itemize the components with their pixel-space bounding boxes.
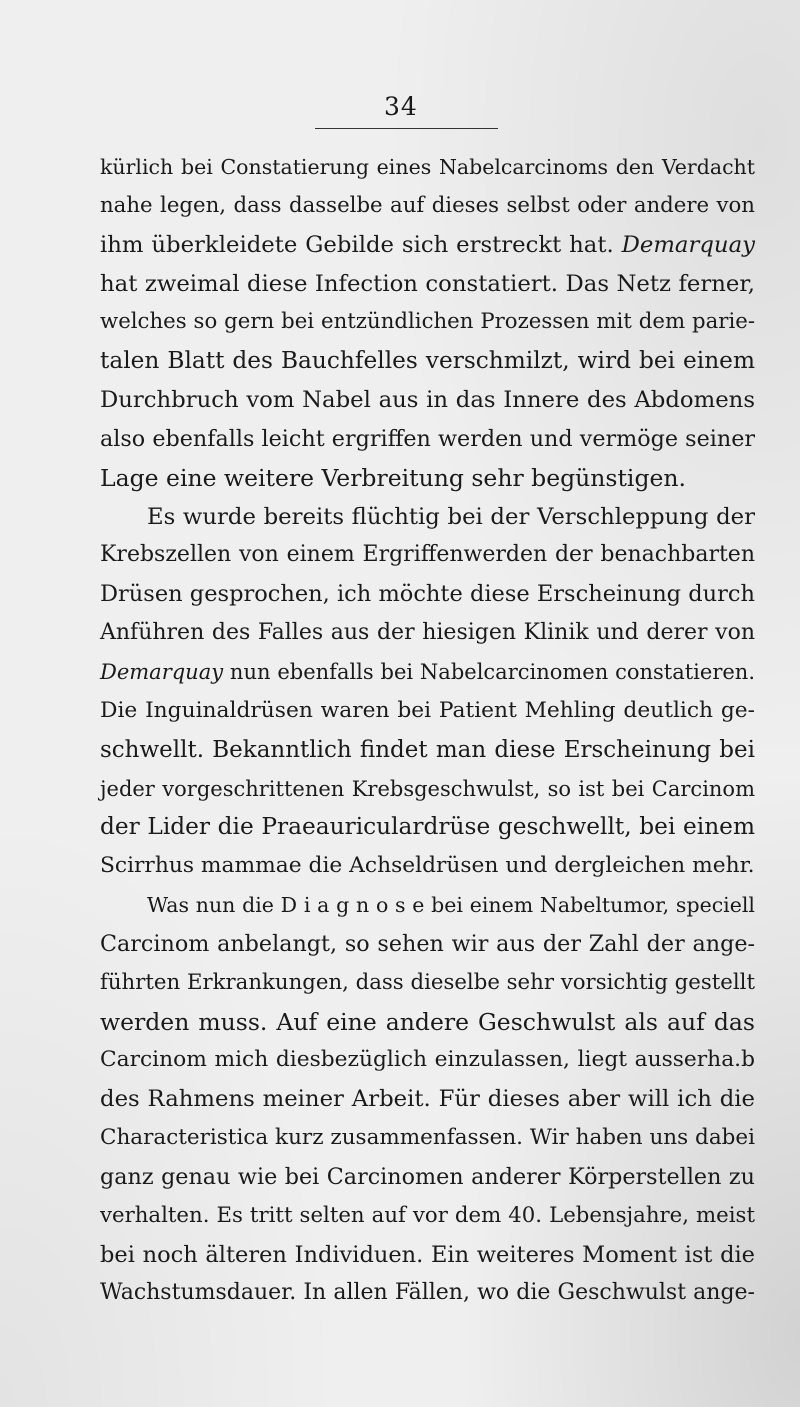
line-text: der Lider die Praeauriculardrüse geschwellt, bei einem [100,813,755,841]
line-text: ihm überkleidete Gebilde sich erstreckt hat. [100,231,622,258]
text-line [100,614,755,653]
text-line [100,420,755,459]
line-text: Scirrhus mammae die Achseldrüsen und dergleichen mehr. [100,853,755,879]
text-line [100,187,755,226]
text-line [100,381,755,420]
line-text: Krebszellen von einem Ergriffenwerden der benachbarten [100,542,755,568]
text-line [100,653,755,692]
line-text: Carcinom mich diesbezüglich einzulassen, liegt ausserha.b [100,1047,755,1073]
line-text: Anführen des Falles aus der hiesigen Klinik und derer von [100,620,755,646]
line-text: also ebenfalls leicht ergriffen werden und vermöge seiner [100,425,755,452]
line-text: Was nun die D i a g n o s e bei einem Nabeltumor, speciell [147,893,755,918]
text-line [100,1274,755,1313]
author-name: Demarquay [100,659,224,684]
line-text: Es wurde bereits flüchtig bei der Verschleppung der [147,503,755,530]
line-text: Wachstumsdauer. In allen Fällen, wo die Geschwulst ange- [100,1280,755,1306]
text-line [100,770,755,809]
line-text: verhalten. Es tritt selten auf vor dem 40. Lebensjahre, meist [100,1202,755,1228]
line-text: werden muss. Auf eine andere Geschwulst als auf das [100,1007,755,1036]
line-text: talen Blatt des Bauchfelles verschmilzt, wird bei einem [100,347,755,375]
header-rule [315,128,498,129]
text-line [100,731,755,770]
author-name: Demarquay [621,231,755,258]
line-text: Die Inguinaldrüsen waren bei Patient Mehling deutlich ge- [100,697,755,723]
line-text: schwellt. Bekanntlich findet man diese Erscheinung bei [100,736,755,763]
text-line [100,1041,755,1080]
text-line [100,964,755,1003]
line-text: ganz genau wie bei Carcinomen anderer Körperstellen zu [100,1163,755,1190]
text-line [100,808,755,847]
line-text: Lage eine weitere Verbreitung sehr begünstigen. [100,463,686,492]
line-text: kürlich bei Constatierung eines Nabelcarcinoms den Verdacht [100,155,755,179]
line-text: jeder vorgeschrittenen Krebsgeschwulst, so ist bei Carcinom [100,776,755,801]
line-text: Drüsen gesprochen, ich möchte diese Erscheinung durch [100,581,755,608]
text-line [100,459,755,498]
text-line [100,303,755,342]
line-text: Carcinom anbelangt, so sehen wir aus der Zahl der ange- [100,930,755,957]
text-line [100,1158,755,1197]
line-text: hat zweimal diese Infection constatiert. Das Netz ferner, [100,270,755,297]
line-text: führten Erkrankungen, dass dieselbe sehr vorsichtig gestellt [100,969,756,995]
text-line [100,265,755,304]
text-line [100,692,755,731]
text-line [100,886,755,925]
text-line [100,1119,755,1158]
text-line [100,226,755,265]
body-text [100,148,755,1313]
text-line [100,342,755,381]
line-text: bei noch älteren Individuen. Ein weiteres Moment ist die [100,1241,755,1268]
line-text: Characteristica kurz zusammenfassen. Wir haben uns dabei [100,1125,755,1151]
line-text: nahe legen, dass dasselbe auf dieses selbst oder andere von [100,192,755,218]
text-line [100,1197,755,1236]
text-line [100,148,755,187]
page-number: 34 [384,92,418,121]
line-text: Durchbruch vom Nabel aus in das Innere des Abdomens [100,387,755,414]
line-text: welches so gern bei entzündlichen Prozessen mit dem parie- [100,309,755,335]
text-line [100,1003,755,1042]
text-line [100,1080,755,1119]
text-line [100,536,755,575]
text-line [100,925,755,964]
line-text: des Rahmens meiner Arbeit. Für dieses aber will ich die [100,1086,755,1113]
text-line [100,1236,755,1275]
line-text: nun ebenfalls bei Nabelcarcinomen constatieren. [223,659,755,684]
text-line [100,847,755,886]
text-line [100,575,755,614]
text-line [100,498,755,537]
